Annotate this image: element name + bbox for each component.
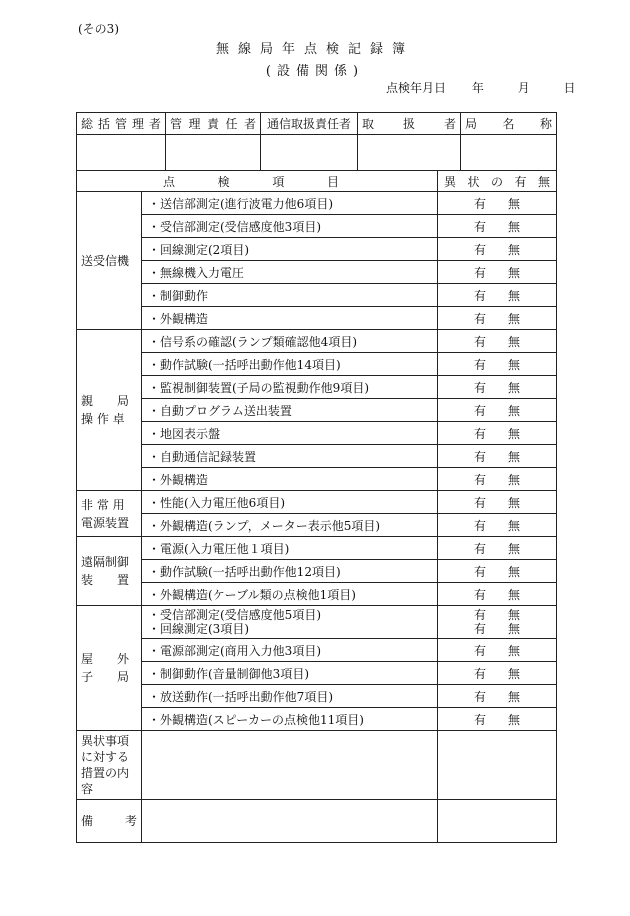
category-label: 親 局 — [81, 394, 130, 408]
inspection-item: ・回線測定(2項目) — [142, 238, 438, 261]
anomaly-yes-no[interactable] — [438, 583, 557, 606]
anomaly-yes-no[interactable] — [438, 685, 557, 708]
anomaly-yes-no[interactable] — [438, 376, 557, 399]
inspection-item: ・自動通信記録装置 — [142, 445, 438, 468]
inspection-item: ・電源(入力電圧他１項目) — [142, 537, 438, 560]
yes-option[interactable]: 有 — [474, 334, 487, 349]
inspection-item: ・動作試験(一括呼出動作他12項目) — [142, 560, 438, 583]
inspection-item-header: 点 検 項 目 — [77, 171, 438, 192]
inspection-item: ・制御動作(音量制御他3項目) — [142, 662, 438, 685]
inspection-item: ・電源部測定(商用入力他3項目) — [142, 639, 438, 662]
anomaly-yes-no[interactable] — [438, 708, 557, 731]
category-label: 電源装置 — [81, 515, 130, 530]
yes-option[interactable]: 有 — [474, 357, 487, 372]
category-label: 屋 外 — [81, 652, 130, 666]
anomaly-yes-no[interactable] — [438, 606, 557, 639]
category-label: 操 作 卓 — [81, 412, 125, 426]
anomaly-yes-no[interactable] — [438, 468, 557, 491]
inspection-item: ・外観構造(ランプ，メーター表示他5項目) — [142, 514, 438, 537]
anomaly-yes-no[interactable] — [438, 307, 557, 330]
inspection-item: ・信号系の確認(ランプ類確認他4項目) — [142, 330, 438, 353]
yes-option[interactable]: 有 — [474, 712, 487, 727]
yes-option[interactable]: 有 — [474, 219, 487, 234]
personnel-table — [76, 112, 557, 171]
anomaly-yes-no[interactable] — [438, 284, 557, 307]
inspection-item — [142, 606, 438, 639]
no-option[interactable]: 無 — [508, 666, 521, 681]
anomaly-header: 異 状 の 有 無 — [438, 171, 557, 192]
category-label: 非 常 用 — [81, 497, 125, 512]
signature-cell[interactable] — [261, 135, 358, 171]
page-subtitle: (設備関係) — [265, 64, 365, 79]
inspection-item: ・受信部測定(受信感度他3項目) — [142, 215, 438, 238]
anomaly-yes-no[interactable] — [438, 399, 557, 422]
no-option[interactable]: 無 — [508, 541, 521, 556]
category-cell — [77, 192, 142, 330]
inspection-item: ・無線機入力電圧 — [142, 261, 438, 284]
remarks-cell-content[interactable] — [142, 800, 438, 843]
no-option[interactable]: 無 — [508, 689, 521, 704]
inspection-item: ・送信部測定(進行波電力他6項目) — [142, 192, 438, 215]
no-option[interactable]: 無 — [508, 403, 521, 418]
signature-cell[interactable] — [461, 135, 557, 171]
no-option[interactable]: 無 — [508, 587, 521, 602]
yes-option[interactable]: 有 — [474, 242, 487, 257]
yes-option[interactable]: 有 — [474, 403, 487, 418]
no-option[interactable]: 無 — [508, 334, 521, 349]
anomaly-yes-no[interactable] — [438, 662, 557, 685]
yes-option[interactable]: 有 — [474, 666, 487, 681]
anomaly-action-cell-content[interactable] — [142, 731, 438, 800]
no-option[interactable]: 無 — [508, 426, 521, 441]
inspection-date — [386, 79, 576, 96]
remarks-cell-extra[interactable] — [438, 800, 557, 843]
category-label: 装 置 — [81, 573, 130, 587]
yes-option[interactable]: 有 — [474, 288, 487, 303]
date-month: 月 — [517, 81, 530, 95]
header-station-name: 局 名 称 — [461, 113, 557, 135]
signature-cell[interactable] — [358, 135, 461, 171]
anomaly-action-cell: 異状事項 に対する 措置の内 容 — [77, 731, 142, 800]
no-option[interactable]: 無 — [508, 643, 521, 658]
category-label: 遠隔制御 — [81, 555, 130, 569]
anomaly-yes-no[interactable] — [438, 537, 557, 560]
page-title: 無線局年点検記録簿 — [215, 42, 414, 57]
no-option[interactable]: 無 — [508, 357, 521, 372]
header-general-manager: 総 括 管 理 者 — [77, 113, 166, 135]
anomaly-yes-no[interactable] — [438, 353, 557, 376]
yes-option[interactable]: 有 — [474, 426, 487, 441]
yes-option[interactable]: 有 — [474, 608, 487, 622]
category-cell — [77, 330, 142, 491]
no-option[interactable]: 無 — [508, 472, 521, 487]
header-operator: 取 扱 者 — [358, 113, 461, 135]
part-label: (その3) — [78, 22, 119, 36]
anomaly-yes-no[interactable] — [438, 445, 557, 468]
yes-option[interactable]: 有 — [474, 541, 487, 556]
yes-option[interactable]: 有 — [474, 643, 487, 658]
inspection-item: ・地図表示盤 — [142, 422, 438, 445]
inspection-item: ・外観構造(ケーブル類の点検他1項目) — [142, 583, 438, 606]
anomaly-yes-no[interactable] — [438, 422, 557, 445]
anomaly-yes-no[interactable] — [438, 560, 557, 583]
inspection-item: ・性能(入力電圧他6項目) — [142, 491, 438, 514]
yes-option[interactable]: 有 — [474, 380, 487, 395]
yes-option[interactable]: 有 — [474, 689, 487, 704]
category-cell — [77, 606, 142, 731]
anomaly-action-cell-extra[interactable] — [438, 731, 557, 800]
no-option[interactable]: 無 — [508, 196, 521, 211]
date-label: 点検年月日 — [386, 81, 447, 95]
yes-option[interactable]: 有 — [474, 587, 487, 602]
yes-option[interactable]: 有 — [474, 518, 487, 533]
inspection-item: ・自動プログラム送出装置 — [142, 399, 438, 422]
no-option[interactable]: 無 — [508, 712, 521, 727]
anomaly-yes-no[interactable] — [438, 238, 557, 261]
no-option[interactable]: 無 — [508, 288, 521, 303]
no-option[interactable]: 無 — [508, 608, 521, 622]
anomaly-yes-no[interactable] — [438, 330, 557, 353]
inspection-item: ・動作試験(一括呼出動作他14項目) — [142, 353, 438, 376]
no-option[interactable]: 無 — [508, 380, 521, 395]
yes-option[interactable]: 有 — [474, 311, 487, 326]
anomaly-yes-no[interactable] — [438, 192, 557, 215]
inspection-item: ・制御動作 — [142, 284, 438, 307]
no-option[interactable]: 無 — [508, 495, 521, 510]
header-comm-officer: 通信取扱責任者 — [261, 113, 358, 135]
no-option[interactable]: 無 — [508, 622, 521, 636]
category-cell — [77, 537, 142, 606]
no-option[interactable]: 無 — [508, 242, 521, 257]
inspection-item-label: ・受信部測定(受信感度他5項目) — [148, 608, 321, 622]
category-label: 子 局 — [81, 670, 130, 684]
inspection-item: ・外観構造(スピーカーの点検他11項目) — [142, 708, 438, 731]
anomaly-yes-no[interactable] — [438, 261, 557, 284]
yes-option[interactable]: 有 — [474, 495, 487, 510]
no-option[interactable]: 無 — [508, 265, 521, 280]
yes-option[interactable]: 有 — [474, 472, 487, 487]
no-option[interactable]: 無 — [508, 449, 521, 464]
date-day: 日 — [563, 81, 576, 95]
no-option[interactable]: 無 — [508, 219, 521, 234]
yes-option[interactable]: 有 — [474, 196, 487, 211]
remarks-cell: 備 考 — [77, 800, 142, 843]
yes-option[interactable]: 有 — [474, 564, 487, 579]
anomaly-yes-no[interactable] — [438, 491, 557, 514]
yes-option[interactable]: 有 — [474, 449, 487, 464]
category-label: 送受信機 — [81, 253, 130, 268]
date-year: 年 — [471, 81, 484, 95]
yes-option[interactable]: 有 — [474, 265, 487, 280]
signature-cell[interactable] — [77, 135, 166, 171]
anomaly-yes-no[interactable] — [438, 514, 557, 537]
inspection-item: ・外観構造 — [142, 307, 438, 330]
header-manager: 管 理 責 任 者 — [166, 113, 261, 135]
no-option[interactable]: 無 — [508, 564, 521, 579]
category-cell — [77, 491, 142, 537]
inspection-table — [76, 170, 557, 843]
inspection-item: ・外観構造 — [142, 468, 438, 491]
yes-option[interactable]: 有 — [474, 622, 487, 636]
inspection-item: ・監視制御装置(子局の監視動作他9項目) — [142, 376, 438, 399]
anomaly-yes-no[interactable] — [438, 215, 557, 238]
inspection-item: ・放送動作(一括呼出動作他7項目) — [142, 685, 438, 708]
no-option[interactable]: 無 — [508, 518, 521, 533]
anomaly-yes-no[interactable] — [438, 639, 557, 662]
signature-cell[interactable] — [166, 135, 261, 171]
no-option[interactable]: 無 — [508, 311, 521, 326]
inspection-item-label: ・回線測定(3項目) — [148, 622, 249, 636]
